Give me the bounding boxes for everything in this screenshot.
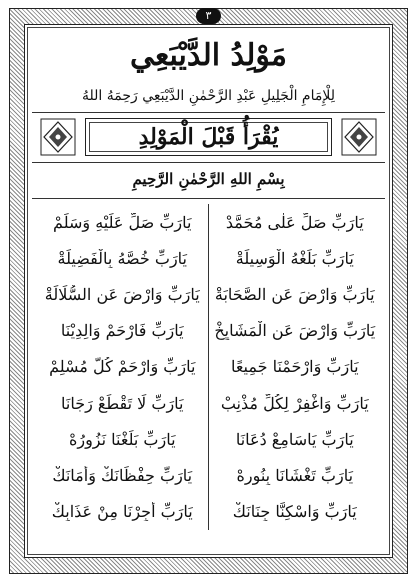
verse-second-half: يَارَبِّ خُصَّهُ بِالْفَضِيلَةْ: [57, 248, 187, 268]
verse-first-half: يَارَبِّ بَلِّغْهُ الْوَسِيلَةْ: [235, 248, 354, 268]
separator-line: [32, 162, 385, 163]
ornament-icon: [40, 118, 76, 156]
page-number-badge: ٣: [196, 8, 221, 24]
ornament-icon: [341, 118, 377, 156]
main-title: مَوْلِدُ الدَّيْبَعِي: [129, 38, 287, 73]
verse-row: [36, 349, 381, 385]
verse-first-half: يَارَبِّ تَغْشَانَا بِنُورِهْ: [236, 465, 354, 485]
verse-second-half: يَارَبِّ وَارْحَمْ كُلَّ مُسْلِمْ: [49, 357, 196, 377]
verse-second-half: يَارَبِّ حِفْظَانَكْ وَأَمَانَكْ: [52, 465, 193, 485]
verse-first-half: يَارَبِّ وَاغْفِرْ لِكُلِّ مُذْنِبْ: [220, 393, 369, 413]
verse-second-half: يَارَبِّ فَارْحَمْ وَالِدِيْنَا: [60, 321, 184, 341]
basmala: بِسْمِ اللهِ الرَّحْمٰنِ الرَّحِيمِ: [132, 170, 285, 188]
verse-row: [36, 457, 381, 493]
verse-second-half: يَارَبِّ لَا تَقْطَعْ رَجَانَا: [60, 393, 184, 413]
verse-first-half: يَارَبِّ صَلِّ عَلٰى مُحَمَّدْ: [225, 212, 364, 232]
verse-second-half: يَارَبِّ أَجِرْنَا مِنْ عَذَابِكْ: [51, 502, 193, 522]
verse-first-half: يَارَبِّ وَارْضَ عَنِ الْمَشَايِخْ: [214, 321, 376, 341]
verse-row: [36, 421, 381, 457]
verse-first-half: يَارَبِّ وَارْضَ عَنِ الصَّحَابَةْ: [214, 284, 375, 304]
verse-list: [36, 204, 381, 530]
verse-second-half: يَارَبِّ صَلِّ عَلَيْهِ وَسَلِّمْ: [53, 212, 192, 232]
verse-row: [36, 313, 381, 349]
verse-row: [36, 204, 381, 240]
verse-first-half: يَارَبِّ وَاسْكِنَّا جِنَانَكْ: [232, 502, 357, 522]
verse-first-half: يَارَبِّ وَارْحَمْنَا جَمِيعًا: [230, 357, 359, 377]
subtitle: لِلْإِمَامِ الْجَلِيلِ عَبْدِ الرَّحْمٰنِ الدَّيْبَعِي رَحِمَهُ اللهُ: [82, 88, 335, 104]
verse-first-half: يَارَبِّ يَاسَامِعْ دُعَانَا: [235, 429, 354, 449]
verse-row: [36, 276, 381, 312]
separator-line: [32, 112, 385, 113]
verse-second-half: يَارَبِّ وَارْضَ عَنِ السُّلَالَةْ: [44, 284, 200, 304]
verse-second-half: يَارَبِّ بَلِّغْنَا نَزُورُهْ: [68, 429, 176, 449]
separator-line: [32, 198, 385, 199]
banner-heading: يُقْرَأُ قَبْلَ الْمَوْلِدِ: [138, 124, 279, 150]
verse-row: [36, 240, 381, 276]
verse-row: [36, 494, 381, 530]
verse-row: [36, 385, 381, 421]
